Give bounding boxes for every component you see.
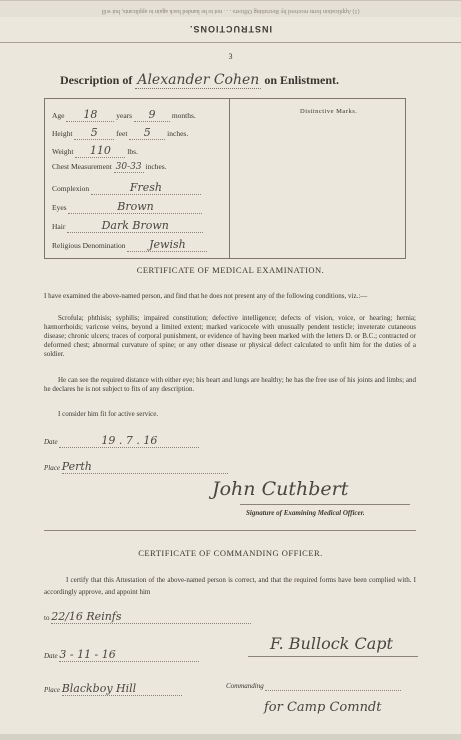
commanding-place-field — [44, 682, 182, 696]
inches-label: inches. — [167, 129, 189, 138]
age-years-value: 18 — [66, 108, 114, 122]
commanding-signature-line — [248, 656, 418, 657]
top-strip-text: (1) Application form received by Recruiting Officers . . . not to be handed back again to applicants, but will — [0, 0, 461, 17]
weight-label: Weight — [52, 147, 74, 156]
complexion-value: Fresh — [91, 181, 201, 195]
signature-label: Signature of Examining Medical Officer. — [246, 509, 365, 517]
description-title — [60, 72, 339, 89]
commanding-certificate-title: CERTIFICATE OF COMMANDING OFFICER. — [138, 548, 323, 558]
page-bottom-edge — [0, 734, 461, 740]
medical-date-field — [44, 434, 199, 448]
medical-place-label: Place — [44, 464, 60, 472]
commanding-officer-signature: F. Bullock Capt — [270, 634, 393, 653]
page-number: 3 — [228, 52, 233, 61]
medical-date-value: 19 . 7 . 16 — [59, 434, 199, 448]
commanding-label: Commanding — [226, 682, 264, 690]
age-months-value: 9 — [134, 108, 170, 122]
weight-row — [52, 144, 138, 158]
header-rule — [0, 42, 461, 43]
chest-row — [52, 162, 167, 173]
eyes-row — [52, 200, 202, 214]
commanding-date-value: 3 - 11 - 16 — [59, 648, 199, 662]
height-inches-value: 5 — [129, 126, 165, 140]
age-label: Age — [52, 111, 65, 120]
appoint-to-field — [44, 610, 251, 624]
commanding-field — [226, 682, 401, 691]
lbs-label: lbs. — [127, 147, 138, 156]
complexion-row — [52, 181, 201, 195]
chest-value: 30-33 — [114, 162, 144, 173]
commanding-place-value: Blackboy Hill — [62, 682, 182, 696]
instructions-heading: INSTRUCTIONS. — [189, 24, 273, 34]
medical-intro: I have examined the above-named person, and find that he does not present any of the following conditions, viz.:— — [44, 292, 368, 300]
eyes-value: Brown — [68, 200, 202, 214]
medical-place-value: Perth — [62, 460, 228, 474]
commanding-date-label: Date — [44, 652, 58, 660]
chest-label: Chest Measurement — [52, 162, 112, 171]
distinctive-marks-label: Distinctive Marks. — [300, 108, 358, 115]
appoint-to-label: to — [44, 614, 50, 622]
hair-row — [52, 219, 203, 233]
eyes-label: Eyes — [52, 203, 67, 212]
description-suffix: on Enlistment. — [264, 73, 340, 87]
medical-conditions: Scrofula; phthisis; syphilis; impaired constitution; defective intelligence; defects of vision, voice, or hearing; hernia; hæmorrhoids; varicose veins, beyond a limited extent; marked varicocele with unusually pendent testicle; inveterate cutaneous disease; chronic ulcers; traces of corporal punishment, or evidence of having been marked with the letters D. or B.C.; contracted or deformed chest; abnormal curvature of spine; or any other disease or physical defect calculated to unfit him for the duties of a soldier. — [44, 314, 416, 358]
commanding-text: I certify that this Attestation of the above-named person is correct, and that the required forms have been complied with. I accordingly approve, and appoint him — [44, 576, 416, 596]
religion-row — [52, 238, 207, 252]
medical-officer-signature: John Cuthbert — [212, 478, 349, 500]
weight-value: 110 — [75, 144, 125, 158]
commanding-date-field — [44, 648, 199, 662]
religion-label: Religious Denomination — [52, 241, 126, 250]
age-row — [52, 108, 196, 122]
medical-date-label: Date — [44, 438, 58, 446]
hair-label: Hair — [52, 222, 66, 231]
chest-unit: inches. — [145, 162, 167, 171]
signature-line — [240, 504, 410, 505]
religion-value: Jewish — [127, 238, 207, 252]
description-prefix: Description of — [60, 73, 133, 87]
feet-label: feet — [116, 129, 128, 138]
camp-commandant-note: for Camp Comndt — [264, 700, 382, 715]
years-label: years — [116, 111, 133, 120]
height-feet-value: 5 — [74, 126, 114, 140]
hair-value: Dark Brown — [67, 219, 203, 233]
complexion-label: Complexion — [52, 184, 90, 193]
medical-certificate-title: CERTIFICATE OF MEDICAL EXAMINATION. — [136, 265, 325, 275]
section-divider — [44, 530, 416, 531]
height-row — [52, 126, 188, 140]
medical-fit-statement: I consider him fit for active service. — [58, 410, 159, 418]
appoint-to-value: 22/16 Reinfs — [51, 610, 251, 624]
recruit-name: Alexander Cohen — [135, 72, 261, 89]
commanding-place-label: Place — [44, 686, 60, 694]
description-box — [44, 98, 406, 259]
medical-statement: He can see the required distance with either eye; his heart and lungs are healthy; he has the free use of his joints and limbs; and he declares he is not subject to fits of any description. — [44, 376, 416, 393]
medical-place-field — [44, 460, 228, 474]
months-label: months. — [171, 111, 196, 120]
box-divider — [229, 99, 230, 258]
height-label: Height — [52, 129, 73, 138]
